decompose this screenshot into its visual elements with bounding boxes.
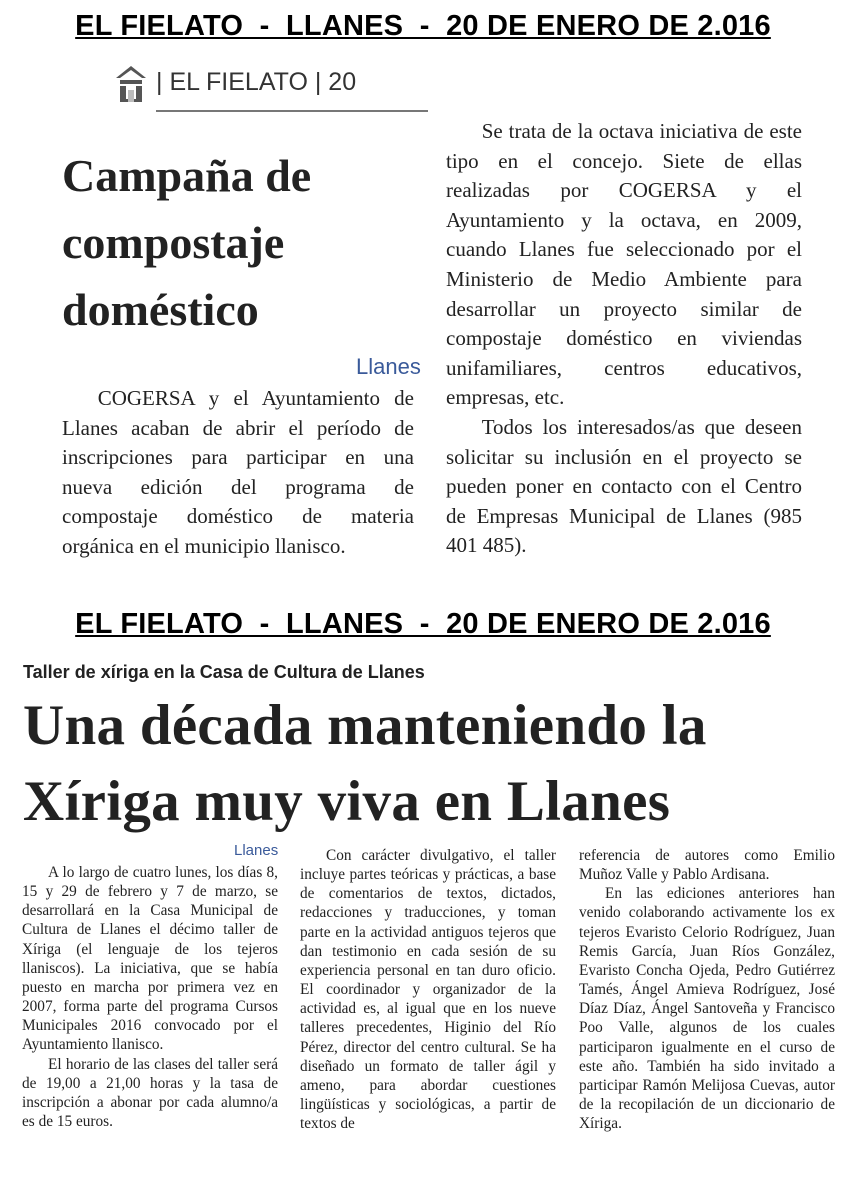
article1-paragraph: Todos los interesados/as que deseen solicitar su inclusión en el proyecto se pueden poner en contacto con el Centro de Empresas Municipal de Llanes (985 401 485).: [446, 414, 802, 558]
article2-paragraph: En las ediciones anteriores han venido colaborando activamente los ex tejeros Evaristo Celorio Rodríguez, Juan Remis García, Juan Ríos González, Evaristo Concha Ojeda, Pedro Gutiérrez Tamés, Ángel Amieva Rodríguez, José Díaz Díaz, Ángel Santoveña y Francisco Poo Valle, algunos de los cuales participaron igualmente en el curso de este año. También ha sido invitado a participar Ramón Melijosa Cuevas, autor de la recopilación de un diccionario de Xíriga.: [579, 885, 835, 1133]
article2-dateline: Llanes: [234, 842, 279, 859]
article1-paragraph: COGERSA y el Ayuntamiento de Llanes acaban de abrir el período de inscripciones para participar en una nueva edición del programa de compostaje doméstico de materia orgánica en el municipio llanisco.: [62, 386, 414, 558]
section-label: | EL FIELATO | 20: [156, 68, 357, 96]
article2-paragraph: El horario de las clases del taller será de 19,00 a 21,00 horas y la tasa de inscripción a abonar por cada alumno/a es de 15 euros.: [22, 1055, 278, 1131]
section-rule: [156, 110, 428, 112]
article1-dateline: Llanes: [356, 354, 421, 379]
building-logo-icon: [112, 62, 150, 104]
top-banner: EL FIELATO - LLANES - 20 DE ENERO DE 2.016: [75, 10, 771, 42]
article2-paragraph: referencia de autores como Emilio Muñoz Valle y Pablo Ardisana.: [579, 847, 835, 884]
article2-column-2: [300, 846, 556, 1133]
middle-banner: EL FIELATO - LLANES - 20 DE ENERO DE 2.016: [75, 608, 771, 640]
article1-column-2: [446, 117, 802, 561]
article1-column-1: [62, 384, 414, 562]
article2-paragraph: Con carácter divulgativo, el taller incluye partes teóricas y prácticas, a base de comentarios de textos, dictados, redacciones y traducciones, y toman parte en la actividad antiguos tejeros que dan testimonio en cada sesión de su experiencia personal en tan duro oficio. El coordinador y organizador de la actividad es, al igual que en los nueve talleres precedentes, Higinio del Río Pérez, director del centro cultural. Se ha diseñado un formato de taller ágil y ameno, para abordar cuestiones lingüísticas y sociológicas, a partir de textos de: [300, 847, 556, 1133]
article2-column-1: [22, 844, 278, 1131]
section-header: [112, 54, 428, 112]
article2-headline: Una década manteniendo la Xíriga muy viva en Llanes: [23, 694, 707, 833]
article1-headline: Campaña de compostaje doméstico: [62, 150, 312, 335]
article2-kicker: Taller de xíriga en la Casa de Cultura de Llanes: [23, 662, 425, 682]
article1-paragraph: Se trata de la octava iniciativa de este tipo en el concejo. Siete de ellas realizadas por COGERSA y el Ayuntamiento y la octava, en 2009, cuando Llanes fue seleccionado por el Ministerio de Medio Ambiente para desarrollar un proyecto similar de compostaje doméstico en viviendas unifamiliares, centros educativos, empresas, etc.: [446, 119, 802, 410]
article2-paragraph: A lo largo de cuatro lunes, los días 8, 15 y 29 de febrero y 7 de marzo, se desarrollará en la Casa Municipal de Cultura de Llanes el décimo taller de Xíriga (el lenguaje de los tejeros llaniscos). La iniciativa, que se había puesto en marcha por primera vez en 2007, forma parte del programa Cursos Municipales 2016 convocado por el Ayuntamiento llanisco.: [22, 864, 278, 1054]
article2-column-3: [579, 846, 835, 1133]
